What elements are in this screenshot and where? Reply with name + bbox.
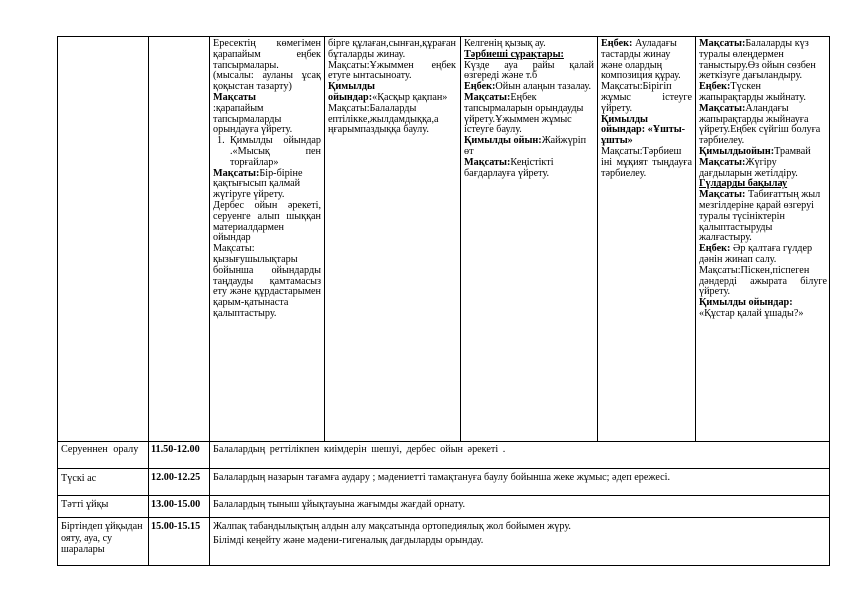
activity-paragraph: :қарапайым тапсырмаларды орындауға үйрету. — [213, 102, 293, 136]
row-divider — [57, 517, 830, 518]
activity-detail: Балаларды күз туралы өлеңдермен таныстыру.Өз ойын сөзбен жеткізуге дағыландыру. — [699, 38, 816, 82]
activity-paragraph: бірге құлаған,сынған,құраған бұталарды жинау. — [328, 38, 456, 60]
row-divider — [57, 468, 830, 469]
activity-heading: Еңбек: — [464, 81, 496, 93]
activity-detail: Еңбек тапсырмаларын орындауды үйрету.Ұжыммен жұмыс істеуге баулу. — [464, 91, 584, 136]
activity-heading: Мақсаты: — [699, 189, 746, 201]
activity-paragraph: «Құстар қалай ұшады?» — [699, 307, 804, 319]
activity-paragraph — [213, 169, 321, 201]
activity-heading: Мақсаты: — [213, 167, 260, 179]
row-time: 12.00-12.25 — [151, 472, 201, 483]
row-label: Серуеннен оралу — [61, 444, 139, 455]
activity-paragraph — [699, 39, 827, 82]
col-divider — [829, 36, 830, 565]
activity-paragraph — [464, 136, 594, 158]
row-divider — [57, 36, 830, 37]
activity-paragraph: Ересектің көмегімен қарапайым еңбек тапсырмалары. — [213, 38, 321, 71]
activity-paragraph — [699, 158, 827, 180]
activity-paragraph — [699, 190, 827, 244]
row-label: Біртіндеп ұйқыдан ояту, ауа, су шаралары — [61, 521, 143, 555]
list-number: 1. — [217, 135, 225, 147]
row-divider — [57, 441, 830, 442]
row-text: Балалардың тыныш ұйықтауына жағымды жағдай орнату. — [213, 499, 465, 510]
activity-heading: Мақсаты: — [699, 38, 746, 49]
row-label: Тәтті ұйқы — [61, 499, 109, 510]
col-divider — [597, 36, 598, 441]
activity-paragraph — [699, 82, 827, 104]
activity-detail: «Қасқыр қақпан» — [372, 91, 448, 103]
activity-list-item — [213, 136, 321, 168]
activity-column-5 — [699, 39, 827, 320]
activity-paragraph: Мақсаты: қызығушылықтары бойынша ойындарды таңдауды қамтамасыз ету және құрдастарымен қарым-қатынаста қалыптастыру. — [213, 243, 321, 319]
list-text: Қимылды ойындар .«Мысық пен торғайлар» — [230, 135, 321, 168]
activity-paragraph: Келгенің қызық ау. — [464, 38, 546, 49]
activity-heading: Қимылды ойындар: — [699, 297, 793, 309]
activity-detail: Жүгіру дағдыларын жетілдіру. — [699, 156, 798, 179]
col-divider — [460, 36, 461, 441]
activity-detail: Жайжүріп өт — [464, 135, 587, 157]
activity-heading: Мақсаты: — [464, 91, 511, 103]
activity-paragraph — [601, 39, 692, 82]
row-divider — [57, 565, 830, 566]
activity-detail: Аландағы жапырақтарды жыйнауға үйрету.Еңбек сүйгіш болуға тәрбиелеу. — [699, 102, 821, 147]
activity-heading: Мақсаты: — [699, 156, 746, 168]
activity-detail: Кеңістікті бағдарлауға үйрету. — [464, 156, 554, 179]
activity-detail: Ойын алаңын тазалау. — [495, 81, 592, 93]
activity-paragraph: Күзде ауа райы қалай өзгереді және т.б — [464, 59, 594, 82]
activity-column-1 — [213, 39, 321, 320]
activity-paragraph: Мақсаты:Балаларды ептілікке,жылдамдыққа,а ңғарымпаздыққа баулу. — [328, 102, 439, 136]
col-divider — [148, 36, 149, 565]
activity-heading: Тәрбиеші сұрақтары: — [464, 48, 564, 60]
activity-detail: Бір-біріне қақтығысып қалмай жүгіруге үйрету. — [213, 167, 303, 201]
activity-heading: Еңбек: — [699, 81, 731, 93]
activity-heading: Қимылды ойындар: «Ұшты-ұшты» — [601, 113, 686, 147]
activity-heading: Мақсаты: — [699, 102, 746, 114]
activity-heading: Гүлдарды бақылау — [699, 178, 788, 190]
activity-heading: Қимылдыойын: — [699, 145, 775, 157]
row-divider — [57, 495, 830, 496]
activity-column-2 — [328, 39, 456, 136]
row-text: Білімді кеңейту және мәдени-гигеналық дағдыларды орындау. — [213, 535, 484, 546]
activity-column-3 — [464, 39, 594, 179]
row-label: Түскі ас — [61, 473, 97, 484]
activity-heading: Қимылды ойындар: — [328, 81, 375, 103]
activity-heading: Еңбек: — [699, 243, 731, 255]
activity-heading: Мақсаты — [213, 91, 257, 103]
row-time: 15.00-15.15 — [151, 521, 201, 532]
row-time: 11.50-12.00 — [151, 444, 200, 455]
row-text: Балалардың реттілікпен киімдерін шешуі, дербес ойын әрекеті . — [213, 444, 506, 455]
activity-paragraph: Мақсаты:Ұжыммен еңбек етуге ынтасыноату. — [328, 59, 456, 82]
activity-detail: Әр қалтаға гүлдер дәнін жинап салу. — [699, 243, 813, 265]
row-text: Балалардың назарын тағамға аудару ; мәдениетті тамақтануға баулу бойынша жеке жұмыс; әдеп ережесі. — [213, 472, 671, 483]
row-text: Жалпақ табандылықтың алдын алу мақсатында ортопедиялық жол бойымен жүру. — [213, 521, 571, 532]
activity-heading: Қимылды ойын: — [464, 135, 542, 147]
activity-heading: Мақсаты: — [464, 156, 511, 168]
row-time: 13.00-15.00 — [151, 499, 201, 510]
activity-heading: Еңбек: — [601, 38, 633, 49]
activity-detail: Табиғаттың жыл мезгілдеріне қарай өзгеруі туралы түсініктерін қалыптастыруды жалғастыру. — [699, 189, 821, 244]
activity-paragraph — [328, 82, 456, 104]
activity-paragraph: Мақсаты:Піскен,піспеген дәндерді ажырата білуге үйрету. — [699, 264, 827, 298]
activity-column-4 — [601, 39, 692, 179]
col-divider — [57, 36, 58, 565]
activity-paragraph — [464, 158, 594, 180]
activity-paragraph — [699, 244, 827, 266]
activity-detail: Трамвай — [774, 145, 811, 157]
col-divider — [324, 36, 325, 441]
activity-paragraph — [699, 104, 827, 147]
activity-paragraph: (мысалы: ауланы ұсақ қоқыстан тазарту) — [213, 70, 321, 93]
col-divider — [209, 36, 210, 565]
activity-detail: Түскен жапырақтарды жыйнату. — [699, 81, 806, 103]
activity-detail: Ауладағы тастарды жинау және олардың композиция құрау. — [601, 38, 681, 82]
activity-paragraph: Дербес ойын әрекеті, серуенге алып шыққан материалдармен ойындар — [213, 199, 321, 244]
col-divider — [695, 36, 696, 441]
activity-paragraph — [464, 93, 594, 136]
activity-paragraph: Мақсаты:Тәрбиеш іні мұқият тыңдауға тәрбиелеу. — [601, 145, 692, 179]
activity-paragraph: Мақсаты:Бірігіп жұмыс істеуге үйрету. — [601, 81, 692, 114]
